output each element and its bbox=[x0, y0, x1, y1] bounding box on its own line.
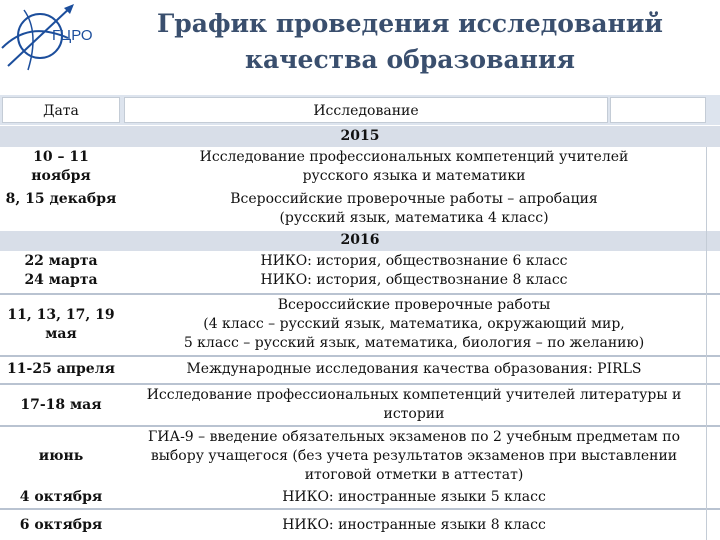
row-study: НИКО: иностранные языки 5 класс bbox=[282, 489, 546, 505]
header-empty bbox=[610, 97, 706, 123]
logo-icon bbox=[0, 0, 100, 76]
row-date: 8, 15 декабря bbox=[5, 191, 117, 207]
row-date: 22 марта 24 марта bbox=[24, 253, 98, 288]
right-border bbox=[706, 147, 707, 540]
title-line-1: График проведения исследований bbox=[157, 9, 663, 38]
row-date: 4 октября bbox=[19, 489, 103, 505]
row-date: 6 октября bbox=[19, 517, 103, 533]
row-study: Исследование профессиональных компетенций учителей русского языка и математики bbox=[199, 149, 629, 184]
logo-text: ГЦРО bbox=[52, 27, 93, 44]
row-date: 17-18 мая bbox=[20, 397, 102, 413]
page-title bbox=[110, 6, 710, 78]
header-study: Исследование bbox=[124, 97, 608, 123]
row-date: 11-25 апреля bbox=[7, 361, 115, 377]
row-study: Международные исследования качества образования: PIRLS bbox=[186, 361, 642, 377]
row-study: НИКО: иностранные языки 8 класс bbox=[282, 517, 546, 533]
row-study: НИКО: история, обществознание 6 класс НИКО: история, обществознание 8 класс bbox=[260, 253, 568, 288]
slide-header bbox=[0, 0, 720, 96]
section-year-2016: 2016 bbox=[340, 232, 380, 248]
row-date: 11, 13, 17, 19 мая bbox=[7, 307, 115, 342]
row-study: Всероссийские проверочные работы – апробация (русский язык, математика 4 класс) bbox=[230, 191, 598, 226]
row-study: Всероссийские проверочные работы (4 класс – русский язык, математика, окружающий мир, 5 класс – русский язык, математика, биология – по желанию) bbox=[183, 297, 645, 351]
row-date: 10 – 11 ноября bbox=[31, 149, 91, 184]
header-date: Дата bbox=[2, 97, 120, 123]
section-year-2015: 2015 bbox=[340, 128, 380, 144]
row-date: июнь bbox=[38, 448, 84, 464]
row-study: Исследование профессиональных компетенций учителей литературы и истории bbox=[146, 387, 682, 422]
row-study: ГИА-9 – введение обязательных экзаменов по 2 учебным предметам по выбору учащегося (без учета результатов экзаменов при выставлении итоговой отметки в аттестат) bbox=[148, 429, 680, 483]
title-line-2: качества образования bbox=[245, 45, 575, 74]
